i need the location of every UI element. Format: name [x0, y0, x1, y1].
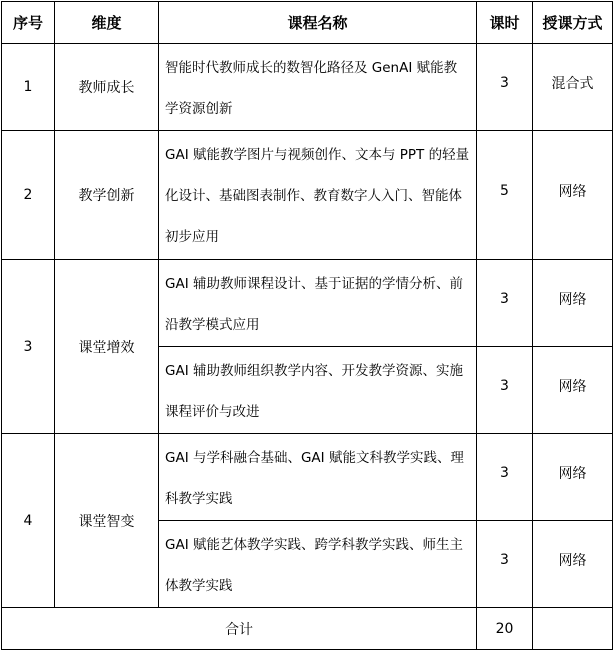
- hours-cell: [477, 131, 533, 260]
- table-row: [2, 434, 613, 521]
- table-row: [2, 260, 613, 347]
- table-row: [2, 44, 613, 131]
- mode-value: 混合式: [551, 76, 594, 92]
- mode-value: 网络: [558, 292, 587, 308]
- header-dimension: 维度: [55, 2, 159, 44]
- dimension-cell: 教师成长: [55, 44, 159, 131]
- hours-value: 5: [500, 183, 509, 199]
- dimension-cell: 教学创新: [55, 131, 159, 260]
- hours-cell: [477, 521, 533, 608]
- hours-value: 3: [500, 552, 509, 568]
- dimension-cell: 课堂智变: [55, 434, 159, 608]
- seq-cell: 4: [2, 434, 55, 608]
- hours-cell: [477, 44, 533, 131]
- course-cell: GAI 赋能艺体教学实践、跨学科教学实践、师生主体教学实践: [159, 521, 477, 608]
- header-hours: 课时: [477, 2, 533, 44]
- header-course: 课程名称: [159, 2, 477, 44]
- header-seq: 序号: [2, 2, 55, 44]
- mode-value: 网络: [558, 466, 587, 482]
- hours-value: 3: [500, 75, 509, 91]
- hours-value: 3: [500, 378, 509, 394]
- dimension-cell: 课堂增效: [55, 260, 159, 434]
- course-cell: 智能时代教师成长的数智化路径及 GenAI 赋能教学资源创新: [159, 44, 477, 131]
- mode-value: 网络: [558, 184, 587, 200]
- total-label: 合计: [2, 608, 477, 650]
- hours-value: 3: [500, 291, 509, 307]
- hours-cell: [477, 347, 533, 434]
- mode-cell: [533, 434, 613, 521]
- total-mode-empty: [533, 608, 613, 650]
- mode-cell: [533, 347, 613, 434]
- hours-value: 3: [500, 465, 509, 481]
- total-hours: 20: [477, 608, 533, 650]
- mode-value: 网络: [558, 553, 587, 569]
- hours-cell: [477, 260, 533, 347]
- table-row: [2, 131, 613, 260]
- mode-cell: [533, 521, 613, 608]
- course-cell: GAI 辅助教师课程设计、基于证据的学情分析、前沿教学模式应用: [159, 260, 477, 347]
- seq-cell: 3: [2, 260, 55, 434]
- hours-cell: [477, 434, 533, 521]
- course-cell: GAI 赋能教学图片与视频创作、文本与 PPT 的轻量化设计、基础图表制作、教育数字人入门、智能体初步应用: [159, 131, 477, 260]
- mode-value: 网络: [558, 379, 587, 395]
- mode-cell: [533, 44, 613, 131]
- header-row: [2, 2, 613, 44]
- course-cell: GAI 与学科融合基础、GAI 赋能文科教学实践、理科教学实践: [159, 434, 477, 521]
- mode-cell: [533, 260, 613, 347]
- course-cell: GAI 辅助教师组织教学内容、开发教学资源、实施课程评价与改进: [159, 347, 477, 434]
- header-mode: 授课方式: [533, 2, 613, 44]
- total-row: [2, 608, 613, 650]
- seq-cell: 2: [2, 131, 55, 260]
- course-table: [1, 1, 613, 650]
- seq-cell: 1: [2, 44, 55, 131]
- mode-cell: [533, 131, 613, 260]
